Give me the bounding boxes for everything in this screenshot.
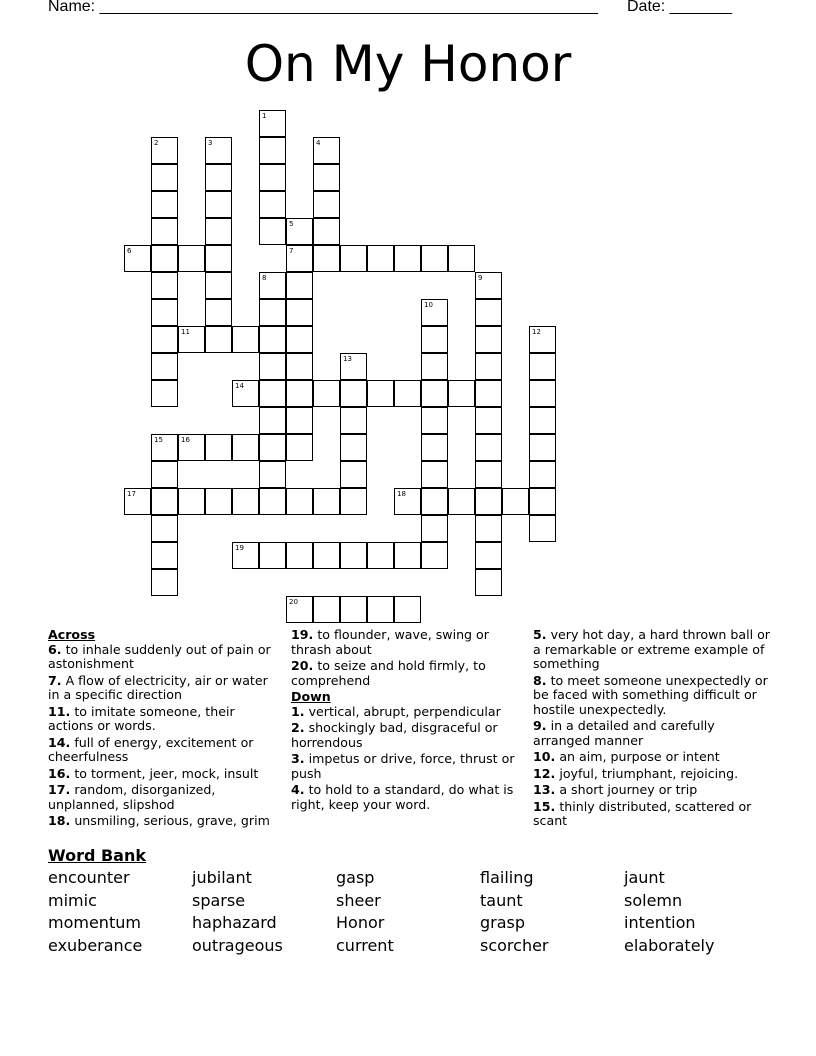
clue-number-label: 12. (533, 765, 556, 781)
crossword-cell[interactable] (313, 218, 340, 245)
clues-column-3 (533, 628, 773, 831)
clue-number: 12 (532, 328, 541, 336)
clue-item (533, 750, 773, 765)
crossword-cell[interactable] (205, 434, 232, 461)
crossword-cell[interactable] (313, 542, 340, 569)
crossword-cell[interactable] (367, 380, 394, 407)
crossword-cell[interactable] (259, 272, 286, 299)
crossword-cell[interactable] (529, 326, 556, 353)
clues-column-2 (291, 628, 516, 814)
word-bank-word: current (336, 936, 394, 956)
crossword-cell[interactable] (124, 245, 151, 272)
clue-number-label: 18. (48, 813, 71, 828)
crossword-cell[interactable] (205, 326, 232, 353)
crossword-cell[interactable] (259, 353, 286, 380)
clue-number-label: 19. (291, 627, 314, 642)
clue-item (533, 719, 773, 748)
clue-number: 2 (154, 139, 159, 147)
word-bank-title: Word Bank (48, 846, 147, 865)
crossword-cell[interactable] (421, 515, 448, 542)
word-bank-word: exuberance (48, 936, 143, 956)
word-bank-column (336, 867, 394, 958)
clue-number: 6 (127, 247, 132, 255)
crossword-cell[interactable] (259, 461, 286, 488)
crossword-cell[interactable] (286, 245, 313, 272)
clue-number-label: 10. (533, 749, 556, 764)
word-bank-word: gasp (336, 868, 375, 887)
crossword-cell[interactable] (151, 218, 178, 245)
crossword-cell[interactable] (286, 353, 313, 380)
crossword-cell[interactable] (313, 380, 340, 407)
across-heading: Across (48, 627, 96, 642)
crossword-cell[interactable] (394, 245, 421, 272)
crossword-cell[interactable] (259, 110, 286, 137)
crossword-cell[interactable] (232, 488, 259, 515)
crossword-cell[interactable] (259, 542, 286, 569)
clue-number: 13 (343, 355, 352, 363)
clue-number-label: 5. (533, 627, 547, 642)
crossword-cell[interactable] (205, 272, 232, 299)
crossword-cell[interactable] (232, 434, 259, 461)
crossword-cell[interactable] (367, 245, 394, 272)
crossword-cell[interactable] (259, 299, 286, 326)
page-title: On My Honor (244, 35, 572, 93)
crossword-cell[interactable] (286, 380, 313, 407)
crossword-cell[interactable] (286, 434, 313, 461)
word-bank-column (624, 867, 714, 958)
crossword-cell[interactable] (475, 461, 502, 488)
crossword-cell[interactable] (178, 326, 205, 353)
down-heading: Down (291, 689, 331, 704)
crossword-cell[interactable] (421, 353, 448, 380)
clue-item (291, 705, 516, 720)
clue-item (533, 783, 773, 798)
word-bank-word: sparse (192, 890, 246, 910)
crossword-cell[interactable] (286, 218, 313, 245)
crossword-cell[interactable] (313, 245, 340, 272)
crossword-cell[interactable] (529, 488, 556, 515)
clue-item (533, 767, 773, 782)
crossword-cell[interactable] (205, 488, 232, 515)
clue-item (291, 752, 516, 781)
clue-item (48, 814, 273, 829)
crossword-cell[interactable] (421, 326, 448, 353)
word-bank-word: encounter (48, 868, 130, 887)
clue-text: in a detailed and carefully arranged manner (533, 718, 715, 748)
crossword-cell[interactable] (313, 164, 340, 191)
crossword-cell[interactable] (394, 542, 421, 569)
crossword-cell[interactable] (178, 488, 205, 515)
clue-text: very hot day, a hard thrown ball or a remarkable or extreme example of something (533, 627, 770, 671)
clue-text: A flow of electricity, air or water in a specific direction (48, 672, 268, 702)
crossword-cell[interactable] (421, 461, 448, 488)
clue-number-label: 20. (291, 658, 314, 673)
crossword-cell[interactable] (259, 218, 286, 245)
clue-number-label: 9. (533, 718, 547, 733)
crossword-cell[interactable] (475, 515, 502, 542)
crossword-cell[interactable] (475, 326, 502, 353)
crossword-cell[interactable] (475, 542, 502, 569)
crossword-cell[interactable] (178, 245, 205, 272)
crossword-cell[interactable] (151, 434, 178, 461)
word-bank-word: elaborately (624, 936, 715, 956)
crossword-cell[interactable] (340, 461, 367, 488)
crossword-cell[interactable] (232, 380, 259, 407)
crossword-cell[interactable] (259, 380, 286, 407)
crossword-cell[interactable] (421, 299, 448, 326)
crossword-cell[interactable] (232, 542, 259, 569)
crossword-cell[interactable] (421, 245, 448, 272)
crossword-cell[interactable] (286, 326, 313, 353)
clue-text: joyful, triumphant, rejoicing. (555, 765, 739, 781)
crossword-cell[interactable] (232, 326, 259, 353)
clue-item (291, 721, 516, 750)
clue-text: vertical, abrupt, perpendicular (304, 703, 501, 719)
clue-text: impetus or drive, force, thrust or push (291, 751, 515, 781)
clue-text: a short journey or trip (555, 782, 698, 797)
crossword-cell[interactable] (394, 596, 421, 623)
clue-item (533, 628, 773, 672)
clue-number: 5 (289, 220, 294, 228)
crossword-cell[interactable] (151, 380, 178, 407)
clue-text: shockingly bad, disgraceful or horrendous (291, 720, 498, 750)
crossword-cell[interactable] (151, 245, 178, 272)
word-bank-word: scorcher (480, 936, 549, 956)
clue-number: 18 (397, 490, 406, 498)
clue-item (48, 705, 273, 734)
clue-text: to torment, jeer, mock, insult (70, 765, 259, 781)
crossword-cell[interactable] (205, 245, 232, 272)
crossword-cell[interactable] (475, 488, 502, 515)
clue-number: 19 (235, 544, 244, 552)
crossword-cell[interactable] (205, 164, 232, 191)
across-clue-list (48, 643, 273, 829)
clue-item (48, 643, 273, 672)
word-bank-column (480, 867, 549, 958)
clue-number: 11 (181, 328, 190, 336)
word-bank-word: intention (624, 913, 696, 933)
crossword-cell[interactable] (205, 137, 232, 164)
clue-text: to meet someone unexpectedly or be faced with something difficult or hostile unexpectedly. (533, 672, 768, 717)
crossword-cell[interactable] (421, 407, 448, 434)
crossword-cell[interactable] (151, 191, 178, 218)
clue-item (48, 674, 273, 703)
crossword-cell[interactable] (529, 380, 556, 407)
crossword-cell[interactable] (286, 488, 313, 515)
crossword-cell[interactable] (367, 596, 394, 623)
clue-number: 17 (127, 490, 136, 498)
word-bank-word: outrageous (192, 936, 283, 956)
crossword-cell[interactable] (529, 461, 556, 488)
clue-number: 8 (262, 274, 267, 282)
clue-number-label: 15. (533, 798, 556, 814)
crossword-cell[interactable] (259, 407, 286, 434)
across-clue-list-continued (291, 628, 516, 688)
clue-number-label: 11. (48, 703, 71, 719)
crossword-cell[interactable] (151, 542, 178, 569)
clue-number-label: 14. (48, 734, 71, 750)
crossword-cell[interactable] (475, 353, 502, 380)
crossword-cell[interactable] (529, 353, 556, 380)
clue-item (291, 783, 516, 812)
crossword-cell[interactable] (259, 137, 286, 164)
crossword-cell[interactable] (259, 488, 286, 515)
clue-item (533, 674, 773, 718)
crossword-cell[interactable] (313, 596, 340, 623)
crossword-cell[interactable] (151, 515, 178, 542)
clue-number-label: 7. (48, 672, 62, 688)
word-bank-word: Honor (336, 913, 385, 933)
clue-item (48, 767, 273, 782)
crossword-cell[interactable] (178, 434, 205, 461)
clue-number-label: 8. (533, 672, 547, 688)
clue-number-label: 2. (291, 720, 305, 735)
crossword-cell[interactable] (205, 299, 232, 326)
word-bank-word: jubilant (192, 868, 252, 887)
crossword-cell[interactable] (151, 461, 178, 488)
crossword-cell[interactable] (124, 488, 151, 515)
crossword-cell[interactable] (151, 326, 178, 353)
crossword-cell[interactable] (529, 434, 556, 461)
crossword-cell[interactable] (151, 299, 178, 326)
crossword-cell[interactable] (475, 299, 502, 326)
crossword-cell[interactable] (259, 191, 286, 218)
clue-text: to flounder, wave, swing or thrash about (291, 627, 489, 657)
clue-number: 7 (289, 247, 294, 255)
clue-text: to imitate someone, their actions or words. (48, 703, 235, 733)
clue-item (533, 800, 773, 829)
name-field-label: Name: ________________________________________________________ (48, 0, 598, 15)
word-bank-word: jaunt (624, 868, 665, 887)
crossword-cell[interactable] (340, 488, 367, 515)
clue-text: to hold to a standard, do what is right, keep your word. (291, 782, 514, 812)
clue-number-label: 3. (291, 751, 305, 766)
crossword-cell[interactable] (340, 407, 367, 434)
clue-number-label: 4. (291, 782, 305, 797)
crossword-cell[interactable] (259, 164, 286, 191)
crossword-cell[interactable] (286, 596, 313, 623)
crossword-cell[interactable] (151, 272, 178, 299)
date-field-label: Date: _______ (627, 0, 732, 15)
crossword-cell[interactable] (286, 407, 313, 434)
clue-text: to seize and hold firmly, to comprehend (291, 658, 486, 688)
clue-item (291, 628, 516, 657)
crossword-cell[interactable] (448, 245, 475, 272)
crossword-cell[interactable] (151, 488, 178, 515)
crossword-cell[interactable] (151, 137, 178, 164)
crossword-cell[interactable] (259, 326, 286, 353)
crossword-cell[interactable] (205, 191, 232, 218)
crossword-cell[interactable] (151, 164, 178, 191)
word-bank-word: taunt (480, 890, 523, 910)
crossword-cell[interactable] (259, 434, 286, 461)
crossword-cell[interactable] (448, 380, 475, 407)
crossword-cell[interactable] (286, 299, 313, 326)
crossword-cell[interactable] (475, 380, 502, 407)
crossword-cell[interactable] (421, 488, 448, 515)
word-bank-word: haphazard (192, 913, 277, 933)
crossword-cell[interactable] (529, 515, 556, 542)
clue-item (291, 659, 516, 688)
crossword-cell[interactable] (421, 380, 448, 407)
crossword-cell[interactable] (340, 353, 367, 380)
crossword-cell[interactable] (286, 272, 313, 299)
clue-item (48, 736, 273, 765)
crossword-cell[interactable] (340, 245, 367, 272)
down-clue-list (291, 705, 516, 813)
clues-column-1 (48, 628, 273, 831)
crossword-cell[interactable] (421, 434, 448, 461)
clue-text: unsmiling, serious, grave, grim (70, 813, 270, 828)
clue-number-label: 1. (291, 703, 305, 719)
crossword-cell[interactable] (475, 434, 502, 461)
crossword-cell[interactable] (340, 596, 367, 623)
clue-text: full of energy, excitement or cheerfulness (48, 734, 254, 764)
crossword-cell[interactable] (313, 488, 340, 515)
word-bank-column (192, 867, 283, 958)
down-clue-list-continued (533, 628, 773, 829)
crossword-cell[interactable] (205, 218, 232, 245)
clue-number: 16 (181, 436, 190, 444)
crossword-cell[interactable] (529, 407, 556, 434)
word-bank-word: grasp (480, 913, 526, 933)
clue-number: 1 (262, 112, 267, 120)
crossword-cell[interactable] (313, 137, 340, 164)
clue-text: an aim, purpose or intent (555, 749, 720, 764)
crossword-cell[interactable] (394, 488, 421, 515)
word-bank-word: flailing (480, 868, 534, 887)
crossword-cell[interactable] (340, 542, 367, 569)
clue-number: 14 (235, 382, 244, 390)
clue-text: thinly distributed, scattered or scant (533, 798, 752, 828)
word-bank-column (48, 867, 142, 958)
crossword-cell[interactable] (448, 488, 475, 515)
clue-number: 15 (154, 436, 163, 444)
clue-number: 20 (289, 598, 298, 606)
clue-number-label: 17. (48, 782, 71, 797)
crossword-cell[interactable] (340, 434, 367, 461)
crossword-cell[interactable] (421, 542, 448, 569)
crossword-cell[interactable] (475, 407, 502, 434)
clue-number-label: 16. (48, 765, 71, 781)
crossword-cell[interactable] (286, 542, 313, 569)
clue-number: 4 (316, 139, 321, 147)
clue-item (48, 783, 273, 812)
word-bank-word: momentum (48, 913, 141, 933)
crossword-cell[interactable] (367, 542, 394, 569)
crossword-cell[interactable] (340, 380, 367, 407)
word-bank-word: solemn (624, 890, 683, 910)
word-bank-word: mimic (48, 890, 97, 910)
crossword-cell[interactable] (475, 569, 502, 596)
word-bank-word: sheer (336, 890, 381, 910)
crossword-cell[interactable] (394, 380, 421, 407)
clue-number-label: 6. (48, 641, 62, 657)
clue-number: 3 (208, 139, 213, 147)
clue-text: random, disorganized, unplanned, slipshod (48, 782, 216, 812)
clue-text: to inhale suddenly out of pain or astonishment (48, 641, 271, 671)
clue-number: 9 (478, 274, 483, 282)
crossword-cell[interactable] (151, 353, 178, 380)
clue-number: 10 (424, 301, 433, 309)
crossword-cell[interactable] (475, 272, 502, 299)
crossword-cell[interactable] (151, 569, 178, 596)
clue-number-label: 13. (533, 782, 556, 797)
crossword-cell[interactable] (502, 488, 529, 515)
crossword-cell[interactable] (313, 191, 340, 218)
